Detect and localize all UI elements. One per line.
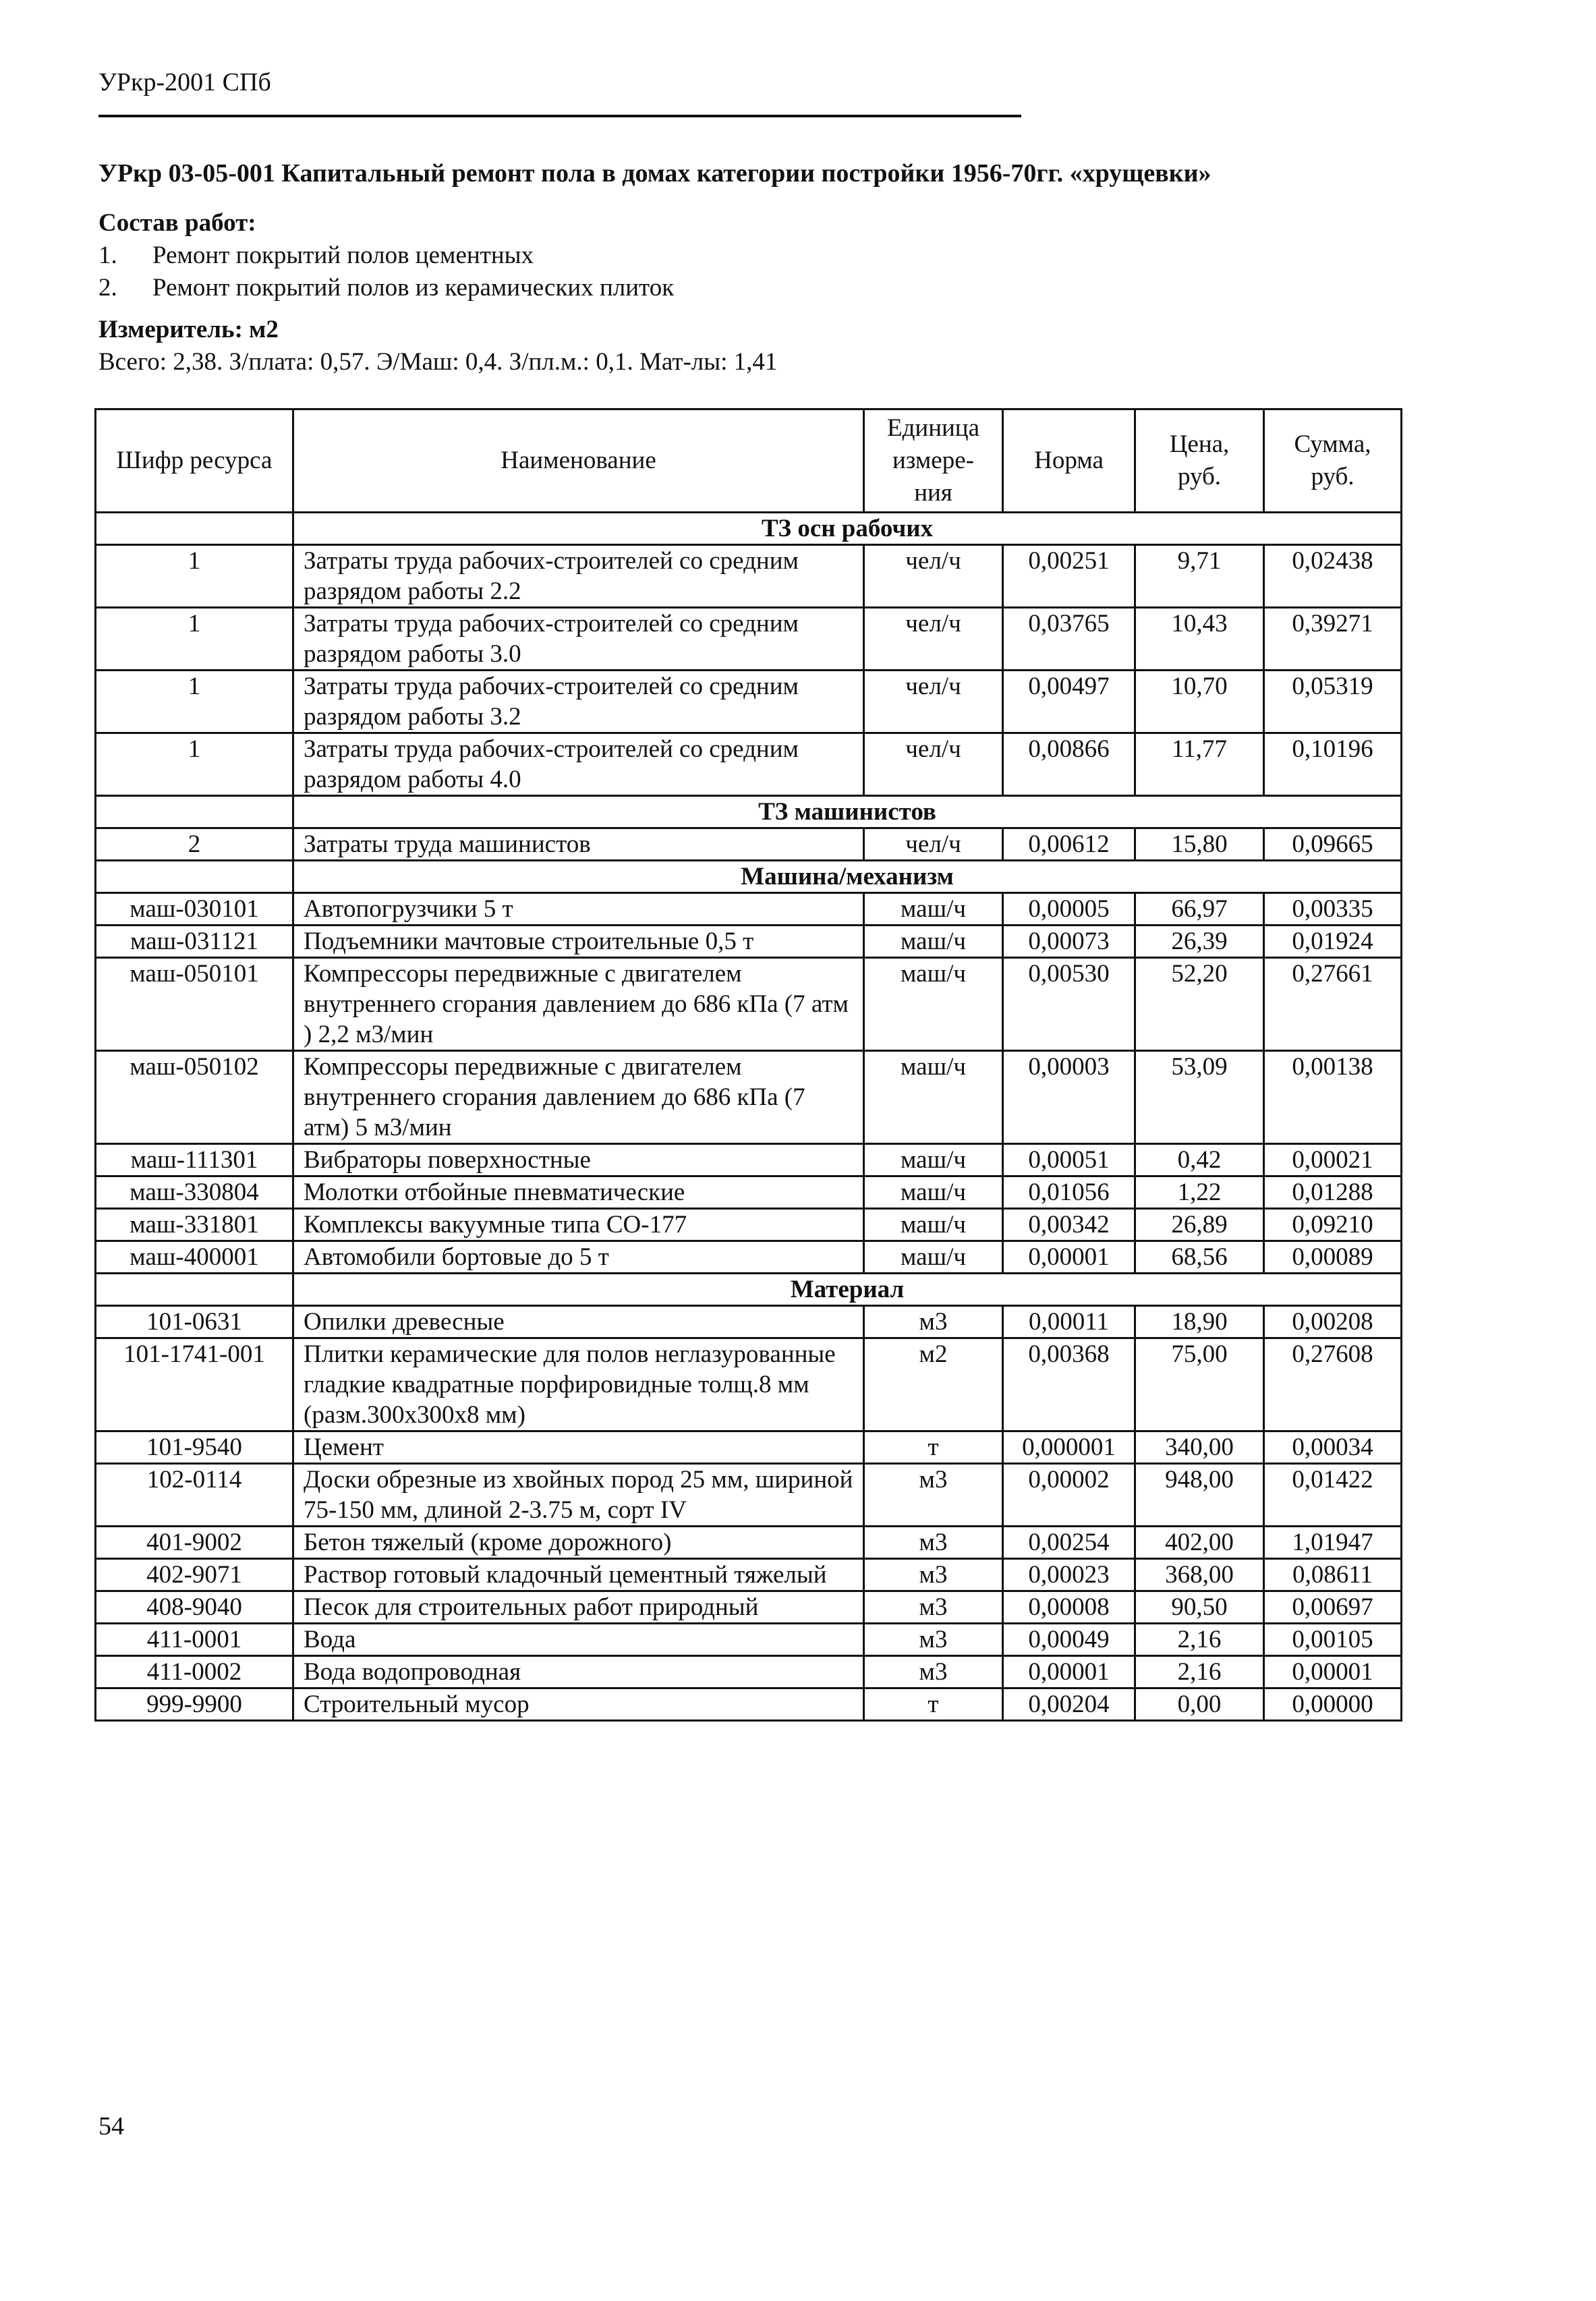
document-title: УРкр 03-05-001 Капитальный ремонт пола в домах категории постройки 1956-70гг. «хрущевки» [98, 159, 1212, 188]
measurer-block [98, 314, 777, 378]
header-sum: Сумма, руб. [1264, 409, 1402, 513]
page-header: УРкр-2001 СПб [98, 68, 271, 96]
table-row [96, 1559, 1402, 1591]
cell-price: 11,77 [1135, 733, 1264, 796]
cell-norm: 0,00342 [1003, 1209, 1135, 1241]
cell-norm: 0,00003 [1003, 1051, 1135, 1144]
cell-sum: 0,10196 [1264, 733, 1402, 796]
cell-norm: 0,03765 [1003, 608, 1135, 671]
cell-unit: чел/ч [864, 608, 1003, 671]
table-row [96, 1624, 1402, 1656]
cell-price: 1,22 [1135, 1176, 1264, 1209]
cell-unit: чел/ч [864, 545, 1003, 608]
composition-item-text: Ремонт покрытий полов из керамических плиток [152, 274, 675, 302]
cell-name: Автомобили бортовые до 5 т [293, 1241, 864, 1274]
cell-code: маш-400001 [96, 1241, 293, 1274]
cell-name: Доски обрезные из хвойных пород 25 мм, шириной 75-150 мм, длиной 2-3.75 м, сорт IV [293, 1464, 864, 1527]
cell-price: 18,90 [1135, 1306, 1264, 1338]
cell-code: маш-050102 [96, 1051, 293, 1144]
cell-sum: 0,00089 [1264, 1241, 1402, 1274]
cell-price: 0,42 [1135, 1144, 1264, 1176]
cell-name: Затраты труда рабочих-строителей со средним разрядом работы 3.2 [293, 671, 864, 733]
cell-sum: 0,00208 [1264, 1306, 1402, 1338]
cell-price: 75,00 [1135, 1338, 1264, 1431]
table-body [96, 513, 1402, 1721]
work-composition [98, 207, 674, 304]
cell-unit: чел/ч [864, 828, 1003, 861]
table-row [96, 1176, 1402, 1209]
cell-code: маш-111301 [96, 1144, 293, 1176]
cell-code: 1 [96, 671, 293, 733]
header-name: Наименование [293, 409, 864, 513]
cell-price: 90,50 [1135, 1591, 1264, 1624]
table-row [96, 828, 1402, 861]
header-rule [98, 115, 1021, 117]
cell-code: маш-331801 [96, 1209, 293, 1241]
cell-unit: м3 [864, 1306, 1003, 1338]
section-code-cell [96, 513, 293, 545]
cell-sum: 0,01288 [1264, 1176, 1402, 1209]
cell-norm: 0,00254 [1003, 1527, 1135, 1559]
cell-sum: 0,00105 [1264, 1624, 1402, 1656]
composition-item-number: 2. [98, 274, 117, 302]
cell-price: 2,16 [1135, 1656, 1264, 1688]
section-row [96, 1274, 1402, 1306]
cell-code: 408-9040 [96, 1591, 293, 1624]
cell-norm: 0,00005 [1003, 893, 1135, 926]
cell-price: 53,09 [1135, 1051, 1264, 1144]
section-title: Машина/механизм [293, 861, 1402, 893]
cell-price: 10,70 [1135, 671, 1264, 733]
cell-code: 411-0002 [96, 1656, 293, 1688]
cell-unit: чел/ч [864, 733, 1003, 796]
table-header-row [96, 409, 1402, 513]
cell-price: 10,43 [1135, 608, 1264, 671]
cell-unit: маш/ч [864, 958, 1003, 1051]
cell-sum: 0,27608 [1264, 1338, 1402, 1431]
cell-name: Компрессоры передвижные с двигателем внутреннего сгорания давлением до 686 кПа (7 атм) 5 м3/мин [293, 1051, 864, 1144]
cell-norm: 0,00008 [1003, 1591, 1135, 1624]
cell-unit: маш/ч [864, 893, 1003, 926]
table-row [96, 733, 1402, 796]
table-row [96, 1144, 1402, 1176]
cell-sum: 1,01947 [1264, 1527, 1402, 1559]
cell-name: Вода водопроводная [293, 1656, 864, 1688]
cell-name: Подъемники мачтовые строительные 0,5 т [293, 926, 864, 958]
cell-price: 26,89 [1135, 1209, 1264, 1241]
cell-price: 368,00 [1135, 1559, 1264, 1591]
cell-price: 52,20 [1135, 958, 1264, 1051]
cell-unit: м3 [864, 1591, 1003, 1624]
cell-unit: м3 [864, 1624, 1003, 1656]
cell-code: маш-330804 [96, 1176, 293, 1209]
cell-norm: 0,00001 [1003, 1656, 1135, 1688]
table-row [96, 893, 1402, 926]
cell-code: 101-9540 [96, 1431, 293, 1464]
cell-sum: 0,00138 [1264, 1051, 1402, 1144]
cell-unit: маш/ч [864, 1209, 1003, 1241]
cell-norm: 0,01056 [1003, 1176, 1135, 1209]
composition-item [98, 239, 674, 272]
cell-unit: маш/ч [864, 1241, 1003, 1274]
cell-code: 2 [96, 828, 293, 861]
table-row [96, 1688, 1402, 1721]
cell-sum: 0,09665 [1264, 828, 1402, 861]
cell-sum: 0,01924 [1264, 926, 1402, 958]
cell-sum: 0,00001 [1264, 1656, 1402, 1688]
cell-unit: м3 [864, 1559, 1003, 1591]
cell-unit: маш/ч [864, 926, 1003, 958]
table-row [96, 958, 1402, 1051]
table-row [96, 1591, 1402, 1624]
cell-sum: 0,00034 [1264, 1431, 1402, 1464]
cell-price: 402,00 [1135, 1527, 1264, 1559]
cell-sum: 0,00697 [1264, 1591, 1402, 1624]
cell-code: маш-031121 [96, 926, 293, 958]
cell-price: 948,00 [1135, 1464, 1264, 1527]
cell-price: 66,97 [1135, 893, 1264, 926]
cell-code: маш-030101 [96, 893, 293, 926]
table-row [96, 1656, 1402, 1688]
composition-label: Состав работ: [98, 209, 256, 237]
composition-item [98, 272, 674, 304]
header-unit: Единица измере-ния [864, 409, 1003, 513]
cell-code: 402-9071 [96, 1559, 293, 1591]
cell-price: 26,39 [1135, 926, 1264, 958]
cell-norm: 0,00368 [1003, 1338, 1135, 1431]
cell-name: Песок для строительных работ природный [293, 1591, 864, 1624]
cell-sum: 0,08611 [1264, 1559, 1402, 1591]
cell-norm: 0,00204 [1003, 1688, 1135, 1721]
cell-name: Молотки отбойные пневматические [293, 1176, 864, 1209]
cell-price: 68,56 [1135, 1241, 1264, 1274]
cell-unit: м2 [864, 1338, 1003, 1431]
cell-unit: т [864, 1688, 1003, 1721]
header-code: Шифр ресурса [96, 409, 293, 513]
cell-price: 9,71 [1135, 545, 1264, 608]
table-row [96, 1431, 1402, 1464]
cell-sum: 0,27661 [1264, 958, 1402, 1051]
cell-name: Плитки керамические для полов неглазурованные гладкие квадратные порфировидные толщ.8 мм (разм.300х300х8 мм) [293, 1338, 864, 1431]
composition-item-text: Ремонт покрытий полов цементных [152, 242, 534, 269]
cell-norm: 0,00011 [1003, 1306, 1135, 1338]
cell-name: Затраты труда рабочих-строителей со средним разрядом работы 4.0 [293, 733, 864, 796]
cell-unit: маш/ч [864, 1176, 1003, 1209]
cell-unit: т [864, 1431, 1003, 1464]
cell-sum: 0,05319 [1264, 671, 1402, 733]
cell-name: Вода [293, 1624, 864, 1656]
cell-sum: 0,01422 [1264, 1464, 1402, 1527]
cell-norm: 0,000001 [1003, 1431, 1135, 1464]
cell-code: маш-050101 [96, 958, 293, 1051]
section-row [96, 796, 1402, 828]
cell-norm: 0,00073 [1003, 926, 1135, 958]
cell-code: 1 [96, 608, 293, 671]
cell-norm: 0,00497 [1003, 671, 1135, 733]
cell-name: Вибраторы поверхностные [293, 1144, 864, 1176]
section-title: ТЗ машинистов [293, 796, 1402, 828]
table-row [96, 1338, 1402, 1431]
cell-name: Строительный мусор [293, 1688, 864, 1721]
measurer-label: Измеритель: м2 [98, 316, 279, 343]
header-price: Цена, руб. [1135, 409, 1264, 513]
table-row [96, 1306, 1402, 1338]
section-title: ТЗ осн рабочих [293, 513, 1402, 545]
table-row [96, 671, 1402, 733]
table-row [96, 1051, 1402, 1144]
cell-sum: 0,00000 [1264, 1688, 1402, 1721]
cell-code: 411-0001 [96, 1624, 293, 1656]
section-code-cell [96, 1274, 293, 1306]
cell-price: 0,00 [1135, 1688, 1264, 1721]
cell-unit: м3 [864, 1464, 1003, 1527]
cell-price: 340,00 [1135, 1431, 1264, 1464]
composition-item-number: 1. [98, 242, 117, 269]
cell-unit: маш/ч [864, 1144, 1003, 1176]
cell-code: 1 [96, 733, 293, 796]
cell-norm: 0,00612 [1003, 828, 1135, 861]
section-title: Материал [293, 1274, 1402, 1306]
header-norm: Норма [1003, 409, 1135, 513]
cell-sum: 0,00021 [1264, 1144, 1402, 1176]
cell-price: 15,80 [1135, 828, 1264, 861]
cell-name: Опилки древесные [293, 1306, 864, 1338]
cell-norm: 0,00049 [1003, 1624, 1135, 1656]
section-code-cell [96, 861, 293, 893]
table-row [96, 1464, 1402, 1527]
composition-list [98, 239, 674, 304]
cell-norm: 0,00001 [1003, 1241, 1135, 1274]
section-code-cell [96, 796, 293, 828]
cell-unit: м3 [864, 1656, 1003, 1688]
cell-sum: 0,00335 [1264, 893, 1402, 926]
cell-unit: чел/ч [864, 671, 1003, 733]
cell-norm: 0,00051 [1003, 1144, 1135, 1176]
cell-unit: маш/ч [864, 1051, 1003, 1144]
cell-code: 101-0631 [96, 1306, 293, 1338]
cell-norm: 0,00251 [1003, 545, 1135, 608]
cell-name: Цемент [293, 1431, 864, 1464]
resources-table [94, 408, 1402, 1722]
cell-name: Затраты труда рабочих-строителей со средним разрядом работы 3.0 [293, 608, 864, 671]
cell-unit: м3 [864, 1527, 1003, 1559]
measurer-totals: Всего: 2,38. З/плата: 0,57. Э/Маш: 0,4. З/пл.м.: 0,1. Мат-лы: 1,41 [98, 348, 778, 376]
cell-sum: 0,02438 [1264, 545, 1402, 608]
cell-name: Автопогрузчики 5 т [293, 893, 864, 926]
cell-code: 101-1741-001 [96, 1338, 293, 1431]
table-row [96, 1209, 1402, 1241]
section-row [96, 513, 1402, 545]
cell-code: 1 [96, 545, 293, 608]
cell-code: 102-0114 [96, 1464, 293, 1527]
cell-code: 401-9002 [96, 1527, 293, 1559]
cell-sum: 0,39271 [1264, 608, 1402, 671]
table-row [96, 1241, 1402, 1274]
cell-name: Раствор готовый кладочный цементный тяжелый [293, 1559, 864, 1591]
cell-name: Комплексы вакуумные типа СО-177 [293, 1209, 864, 1241]
cell-name: Затраты труда машинистов [293, 828, 864, 861]
cell-norm: 0,00530 [1003, 958, 1135, 1051]
cell-norm: 0,00023 [1003, 1559, 1135, 1591]
table-row [96, 608, 1402, 671]
cell-norm: 0,00002 [1003, 1464, 1135, 1527]
cell-code: 999-9900 [96, 1688, 293, 1721]
cell-name: Бетон тяжелый (кроме дорожного) [293, 1527, 864, 1559]
page-number: 54 [98, 2112, 124, 2140]
table-row [96, 926, 1402, 958]
table-row [96, 1527, 1402, 1559]
cell-norm: 0,00866 [1003, 733, 1135, 796]
cell-name: Компрессоры передвижные с двигателем внутреннего сгорания давлением до 686 кПа (7 атм ) 2,2 м3/мин [293, 958, 864, 1051]
section-row [96, 861, 1402, 893]
cell-price: 2,16 [1135, 1624, 1264, 1656]
cell-sum: 0,09210 [1264, 1209, 1402, 1241]
table-row [96, 545, 1402, 608]
cell-name: Затраты труда рабочих-строителей со средним разрядом работы 2.2 [293, 545, 864, 608]
